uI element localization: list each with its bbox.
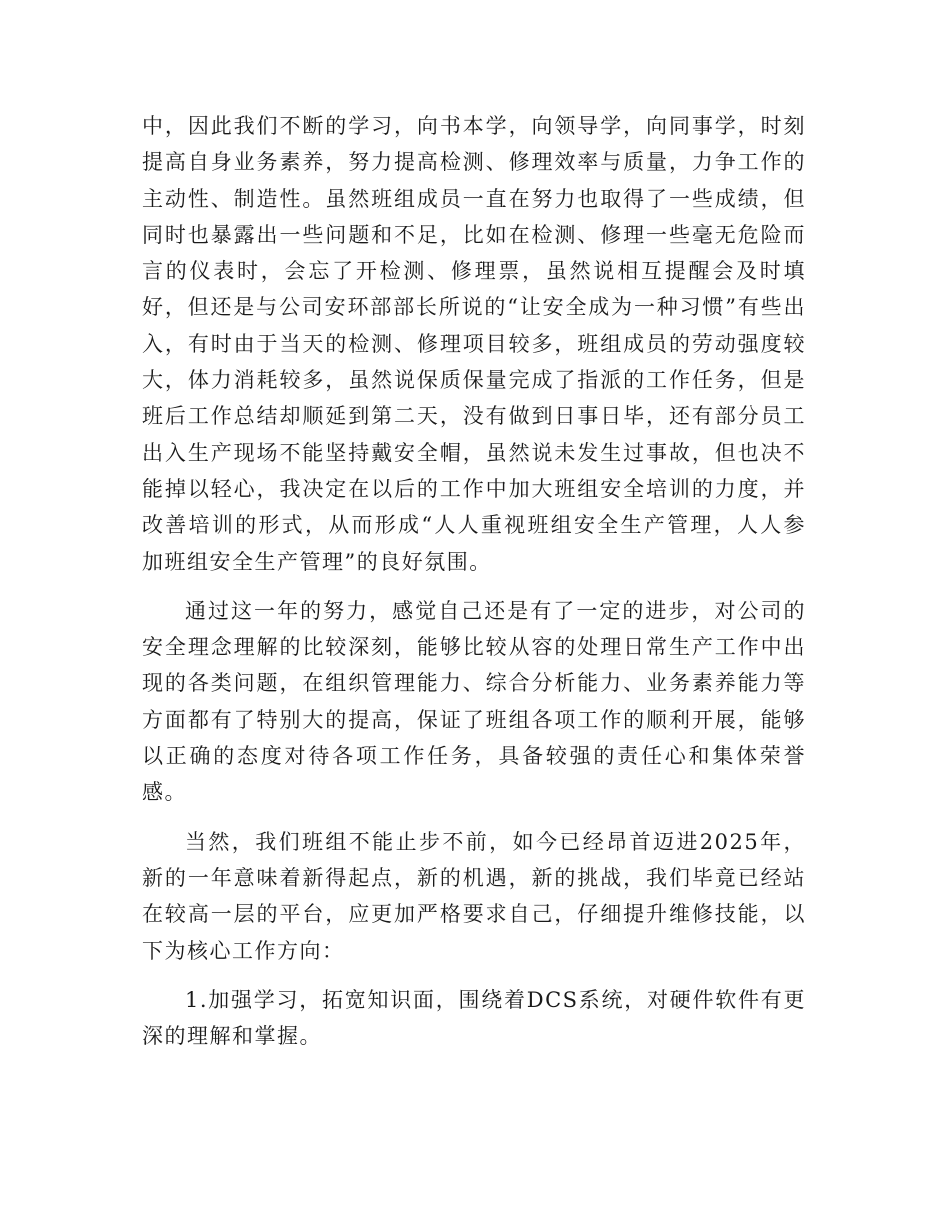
paragraph-gap: [142, 811, 806, 824]
paragraph-new-year: 当然，我们班组不能止步不前，如今已经昂首迈进2025年，新的一年意味着新得起点，新的机遇，新的挑战，我们毕竟已经站在较高一层的平台，应更加严格要求自己，仔细提升维修技能，以下为核心工作方向：: [142, 829, 806, 963]
document-page: [142, 108, 806, 1054]
paragraph-safety-issues: 中，因此我们不断的学习，向书本学，向领导学，向同事学，时刻提高自身业务素养，努力提高检测、修理效率与质量，力争工作的主动性、制造性。虽然班组成员一直在努力也取得了一些成绩，但同时也暴露出一些问题和不足，比如在检测、修理一些毫无危险而言的仪表时，会忘了开检测、修理票，虽然说相互提醒会及时填好，但还是与公司安环部部长所说的“让安全成为一种习惯”有些出入，有时由于当天的检测、修理项目较多，班组成员的劳动强度较大，体力消耗较多，虽然说保质保量完成了指派的工作任务，但是班后工作总结却顺延到第二天，没有做到日事日毕，还有部分员工出入生产现场不能坚持戴安全帽，虽然说未发生过事故，但也决不能掉以轻心，我决定在以后的工作中加大班组安全培训的力度，并改善培训的形式，从而形成“人人重视班组安全生产管理，人人参加班组安全生产管理”的良好氛围。: [142, 114, 806, 574]
paragraph-gap: [142, 969, 806, 982]
paragraph-item-1: 1.加强学习，拓宽知识面，围绕着DCS系统，对硬件软件有更深的理解和掌握。: [142, 987, 806, 1049]
paragraph-annual-progress: 通过这一年的努力，感觉自己还是有了一定的进步，对公司的安全理念理解的比较深刻，能够比较从容的处理日常生产工作中出现的各类问题，在组织管理能力、综合分析能力、业务素养能力等方面都有了特别大的提高，保证了班组各项工作的顺利开展，能够以正确的态度对待各项工作任务，具备较强的责任心和集体荣誉感。: [142, 598, 806, 805]
paragraph-gap: [142, 580, 806, 593]
